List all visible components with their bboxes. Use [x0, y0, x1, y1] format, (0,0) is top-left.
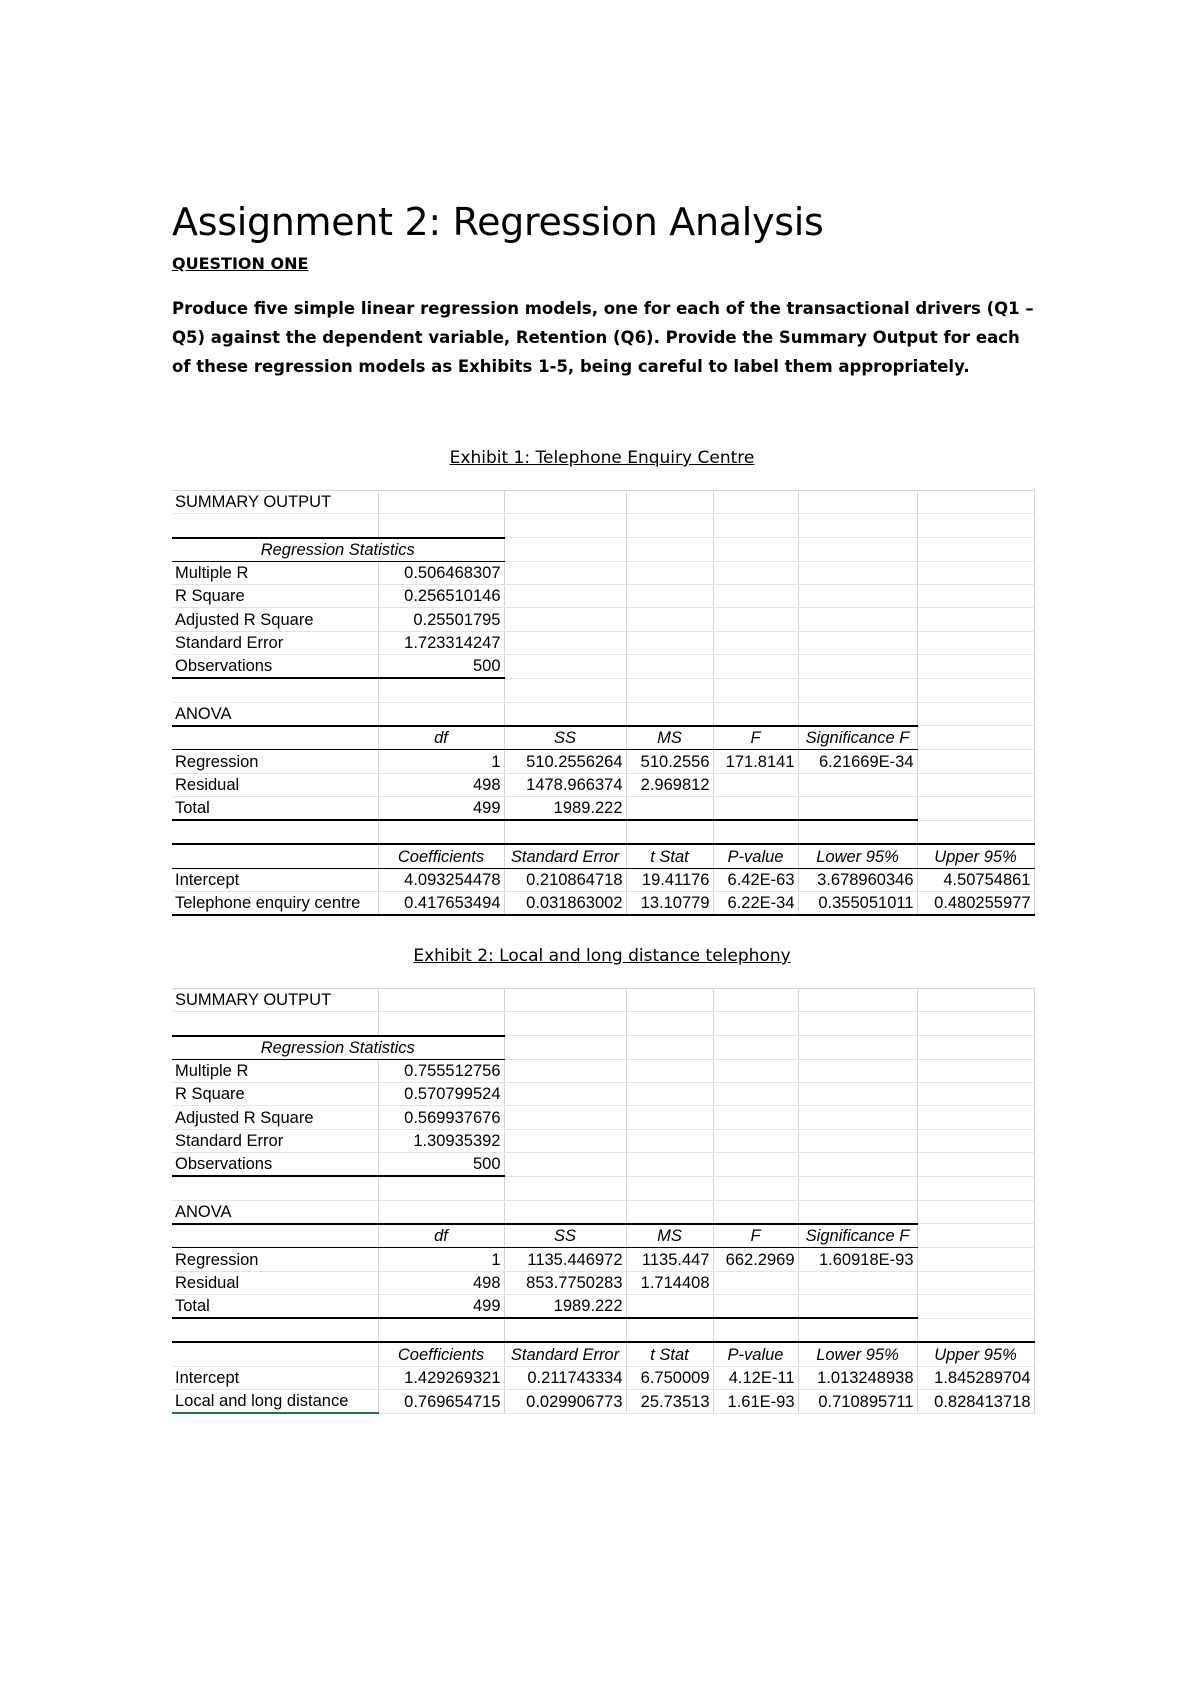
coef-lower: 0.355051011 [798, 892, 917, 916]
coef-header: P-value [713, 844, 798, 868]
stat-value: 0.506468307 [378, 561, 504, 584]
regression-statistics-header: Regression Statistics [172, 1036, 504, 1060]
anova-df: 1 [378, 750, 504, 773]
anova-header-row [172, 1224, 1034, 1248]
anova-label: Regression [172, 750, 378, 773]
exhibit-1-caption: Exhibit 1: Telephone Enquiry Centre [449, 448, 755, 468]
stat-label: Adjusted R Square [172, 1106, 378, 1129]
coef-label: Intercept [172, 1366, 378, 1389]
coef-p: 1.61E-93 [713, 1390, 798, 1414]
stat-row [172, 1083, 1034, 1106]
stat-label: R Square [172, 585, 378, 608]
stat-value: 1.723314247 [378, 631, 504, 654]
stat-value: 0.570799524 [378, 1083, 504, 1106]
coef-header: Standard Error [504, 844, 626, 868]
coef-se: 0.210864718 [504, 868, 626, 891]
anova-ms: 2.969812 [626, 773, 713, 796]
stat-value: 500 [378, 1153, 504, 1177]
anova-ms: 510.2556 [626, 750, 713, 773]
anova-f: 662.2969 [713, 1248, 798, 1271]
anova-ss: 510.2556264 [504, 750, 626, 773]
stat-row [172, 1106, 1034, 1129]
stat-value: 0.256510146 [378, 585, 504, 608]
anova-sig: 1.60918E-93 [798, 1248, 917, 1271]
anova-header: df [378, 726, 504, 750]
stat-label: Observations [172, 655, 378, 679]
coefficients-header-row [172, 1342, 1034, 1366]
exhibit-2-summary-output [172, 988, 1034, 1414]
stat-value: 1.30935392 [378, 1129, 504, 1152]
summary-title: SUMMARY OUTPUT [172, 989, 378, 1012]
anova-header: F [713, 726, 798, 750]
coef-label: Intercept [172, 868, 378, 891]
anova-header: MS [626, 726, 713, 750]
stat-value: 0.569937676 [378, 1106, 504, 1129]
anova-header-row [172, 726, 1034, 750]
coefficients-row [172, 892, 1034, 916]
anova-label: Residual [172, 1271, 378, 1294]
regression-statistics-header: Regression Statistics [172, 538, 504, 562]
anova-row [172, 1248, 1034, 1271]
stat-row [172, 561, 1034, 584]
coef-lower: 3.678960346 [798, 868, 917, 891]
stat-row [172, 655, 1034, 679]
coef-se: 0.031863002 [504, 892, 626, 916]
coef-p: 6.42E-63 [713, 868, 798, 891]
coef-se: 0.211743334 [504, 1366, 626, 1389]
coef-p: 6.22E-34 [713, 892, 798, 916]
coef-lower: 1.013248938 [798, 1366, 917, 1389]
stat-label: Standard Error [172, 631, 378, 654]
coef-value: 1.429269321 [378, 1366, 504, 1389]
stat-value: 0.755512756 [378, 1059, 504, 1082]
coef-lower: 0.710895711 [798, 1390, 917, 1414]
exhibit-1-table [172, 490, 1035, 916]
stat-value: 0.25501795 [378, 608, 504, 631]
summary-title-row [172, 989, 1034, 1012]
anova-label: Residual [172, 773, 378, 796]
coef-header: Upper 95% [917, 1342, 1034, 1366]
coef-upper: 4.50754861 [917, 868, 1034, 891]
coef-header: Upper 95% [917, 844, 1034, 868]
coef-label: Local and long distance [172, 1390, 378, 1414]
anova-row [172, 1294, 1034, 1318]
stat-label: Adjusted R Square [172, 608, 378, 631]
stat-row [172, 1129, 1034, 1152]
anova-header: df [378, 1224, 504, 1248]
coef-header: P-value [713, 1342, 798, 1366]
coef-value: 0.417653494 [378, 892, 504, 916]
anova-title-row [172, 1200, 1034, 1224]
coef-t: 19.41176 [626, 868, 713, 891]
anova-title-row [172, 702, 1034, 726]
coef-header: Lower 95% [798, 1342, 917, 1366]
anova-row [172, 750, 1034, 773]
coef-upper: 1.845289704 [917, 1366, 1034, 1389]
coef-t: 25.73513 [626, 1390, 713, 1414]
stat-row [172, 608, 1034, 631]
stat-label: Multiple R [172, 1059, 378, 1082]
stat-row [172, 631, 1034, 654]
anova-title: ANOVA [172, 1200, 378, 1224]
anova-ss: 1989.222 [504, 796, 626, 820]
anova-sig: 6.21669E-34 [798, 750, 917, 773]
regression-statistics-header-row [172, 1036, 1034, 1060]
coefficients-header-row [172, 844, 1034, 868]
anova-df: 1 [378, 1248, 504, 1271]
anova-df: 499 [378, 796, 504, 820]
anova-row [172, 1271, 1034, 1294]
stat-row [172, 1153, 1034, 1177]
coef-p: 4.12E-11 [713, 1366, 798, 1389]
anova-header: F [713, 1224, 798, 1248]
anova-row [172, 773, 1034, 796]
stat-label: Observations [172, 1153, 378, 1177]
anova-label: Regression [172, 1248, 378, 1271]
anova-ss: 1135.446972 [504, 1248, 626, 1271]
coef-t: 13.10779 [626, 892, 713, 916]
anova-df: 498 [378, 1271, 504, 1294]
anova-ms: 1.714408 [626, 1271, 713, 1294]
anova-header: SS [504, 726, 626, 750]
anova-header: Significance F [798, 1224, 917, 1248]
anova-title: ANOVA [172, 702, 378, 726]
exhibit-1-summary-output [172, 490, 1034, 916]
stat-value: 500 [378, 655, 504, 679]
anova-df: 499 [378, 1294, 504, 1318]
coef-se: 0.029906773 [504, 1390, 626, 1414]
coef-header: t Stat [626, 844, 713, 868]
coef-value: 0.769654715 [378, 1390, 504, 1414]
coef-label: Telephone enquiry centre [172, 892, 378, 916]
page-title: Assignment 2: Regression Analysis [172, 200, 824, 244]
anova-f: 171.8141 [713, 750, 798, 773]
coef-header: Lower 95% [798, 844, 917, 868]
anova-df: 498 [378, 773, 504, 796]
question-label: QUESTION ONE [172, 254, 309, 273]
anova-ss: 1478.966374 [504, 773, 626, 796]
coef-header: t Stat [626, 1342, 713, 1366]
stat-row [172, 1059, 1034, 1082]
exhibit-2-caption: Exhibit 2: Local and long distance telephony [413, 946, 791, 966]
regression-statistics-header-row [172, 538, 1034, 562]
summary-title: SUMMARY OUTPUT [172, 491, 378, 514]
anova-ms: 1135.447 [626, 1248, 713, 1271]
coef-upper: 0.828413718 [917, 1390, 1034, 1414]
anova-header: Significance F [798, 726, 917, 750]
stat-row [172, 585, 1034, 608]
coefficients-row [172, 1366, 1034, 1389]
coef-header: Coefficients [378, 844, 504, 868]
anova-ss: 853.7750283 [504, 1271, 626, 1294]
stat-label: R Square [172, 1083, 378, 1106]
anova-label: Total [172, 1294, 378, 1318]
coef-upper: 0.480255977 [917, 892, 1034, 916]
question-text: Produce five simple linear regression models, one for each of the transactional drivers (Q1 – Q5) against the dependent variable, Retention (Q6). Provide the Summary Output for each of these regression models as Exhibits 1-5, being careful to label them appropriately. [172, 299, 1034, 376]
coef-t: 6.750009 [626, 1366, 713, 1389]
exhibit-2-table [172, 988, 1035, 1414]
summary-title-row [172, 491, 1034, 514]
anova-ss: 1989.222 [504, 1294, 626, 1318]
anova-label: Total [172, 796, 378, 820]
coef-header: Coefficients [378, 1342, 504, 1366]
coefficients-row [172, 1390, 1034, 1414]
coefficients-row [172, 868, 1034, 891]
coef-header: Standard Error [504, 1342, 626, 1366]
anova-header: SS [504, 1224, 626, 1248]
anova-header: MS [626, 1224, 713, 1248]
stat-label: Multiple R [172, 561, 378, 584]
coef-value: 4.093254478 [378, 868, 504, 891]
anova-row [172, 796, 1034, 820]
stat-label: Standard Error [172, 1129, 378, 1152]
